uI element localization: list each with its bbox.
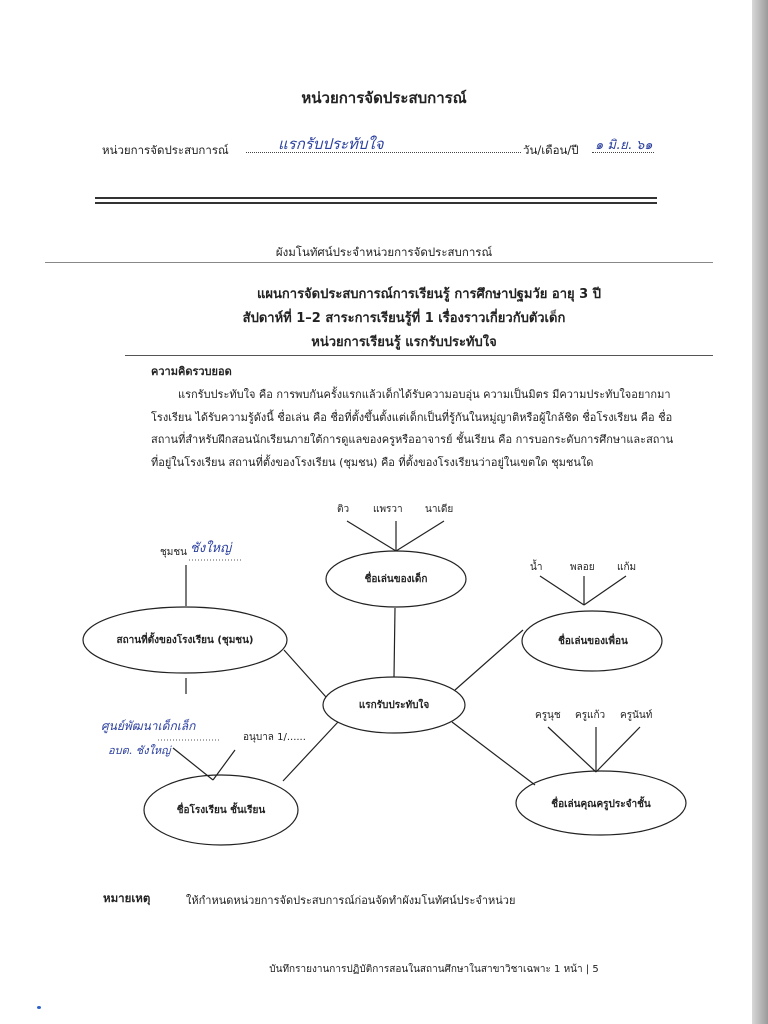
friend-name-2: พลอย bbox=[570, 562, 595, 573]
teacher-nick-label: ชื่อเล่นคุณครูประจำชั้น bbox=[551, 799, 651, 810]
note-label: หมายเหตุ bbox=[103, 891, 151, 905]
date-handwritten: ๑ มิ.ย. ๖๑ bbox=[595, 138, 653, 153]
location-label: สถานที่ตั้งของโรงเรียน (ชุมชน) bbox=[116, 635, 254, 646]
friend-name-1: น้ำ bbox=[530, 562, 543, 573]
kid-name-2: แพรวา bbox=[373, 504, 403, 515]
plan-title: แผนการจัดประสบการณ์การเรียนรู้ การศึกษาปฐมวัย อายุ 3 ปี bbox=[257, 287, 601, 302]
school-handwritten-2: อบต. ชังใหญ่ bbox=[108, 744, 171, 757]
kid-name-3: นาเดีย bbox=[425, 504, 454, 515]
ink-dot bbox=[37, 1006, 41, 1009]
unit-handwritten: แรกรับประทับใจ bbox=[278, 135, 384, 153]
teacher-name-3: ครูนันท์ bbox=[620, 710, 653, 721]
kid-nick-label: ชื่อเล่นของเด็ก bbox=[364, 574, 428, 585]
teacher-name-2: ครูแก้ว bbox=[575, 710, 606, 721]
page-edge-shadow bbox=[752, 0, 768, 1024]
school-label: ชื่อโรงเรียน ชั้นเรียน bbox=[176, 805, 266, 816]
plan-week: สัปดาห์ที่ 1–2 สาระการเรียนรู้ที่ 1 เรื่องราวเกี่ยวกับตัวเด็ก bbox=[242, 311, 566, 326]
friend-nick-label: ชื่อเล่นของเพื่อน bbox=[558, 636, 628, 647]
concept-heading: ความคิดรวบยอด bbox=[151, 365, 232, 378]
center-label: แรกรับประทับใจ bbox=[358, 700, 430, 711]
class-label: อนุบาล 1/...... bbox=[243, 732, 306, 743]
teacher-name-1: ครูนุช bbox=[535, 710, 561, 721]
unit-label: หน่วยการจัดประสบการณ์ bbox=[102, 143, 229, 157]
kid-name-1: ติว bbox=[337, 504, 350, 515]
community-label: ชุมชน bbox=[160, 547, 188, 558]
friend-name-3: แก้ม bbox=[617, 562, 637, 573]
page-footer: บันทึกรายงานการปฏิบัติการสอนในสถานศึกษาในสาขาวิชาเฉพาะ 1 หน้า | 5 bbox=[269, 964, 599, 975]
concept-body: แรกรับประทับใจ คือ การพบกันครั้งแรกแล้วเด็กได้รับความอบอุ่น ความเป็นมิตร มีความประทับใจอยากมาโรงเรียน ได้รับความรู้ดังนี้ ชื่อเล่น คือ ชื่อที่ตั้งขึ้นตั้งแต่เด็กเป็นที่รู้กันในหมู่ญาติหรือผู้ใกล้ชิด ชื่อโรงเรียน คือ ชื่อสถานที่สำหรับฝึกสอนนักเรียนภายใต้การดูแลของครูหรืออาจารย์ ชั้นเรียน คือ การบอกระดับการศึกษาและสถานที่อยู่ในโรงเรียน สถานที่ตั้งของโรงเรียน (ชุมชน) คือ ที่ตั้งของโรงเรียนว่าอยู่ในเขตใด ชุมชนใด bbox=[151, 388, 674, 469]
note-text: ให้กำหนดหน่วยการจัดประสบการณ์ก่อนจัดทำผังมโนทัศน์ประจำหน่วย bbox=[186, 894, 516, 907]
date-label: วัน/เดือน/ปี bbox=[523, 143, 579, 157]
plan-unit: หน่วยการเรียนรู้ แรกรับประทับใจ bbox=[311, 335, 497, 350]
school-handwritten-1: ศูนย์พัฒนาเด็กเล็ก bbox=[101, 719, 196, 733]
page-title: หน่วยการจัดประสบการณ์ bbox=[301, 89, 467, 107]
mindmap-heading: ผังมโนทัศน์ประจำหน่วยการจัดประสบการณ์ bbox=[275, 245, 493, 259]
community-handwritten: ชังใหญ่ bbox=[190, 541, 232, 556]
